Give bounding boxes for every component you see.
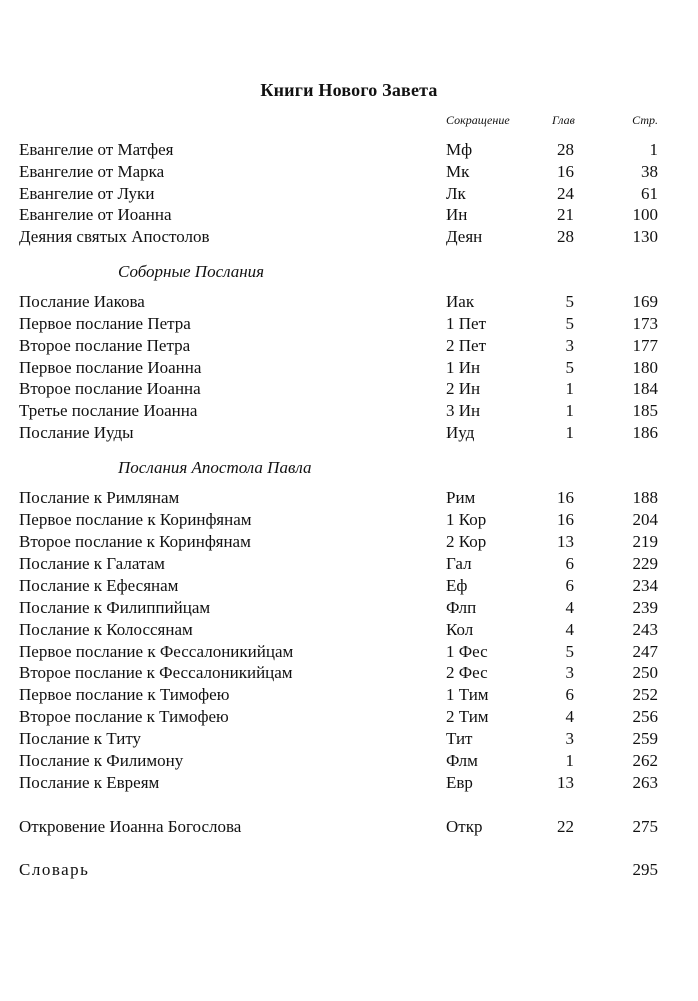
book-abbr: 1 Фес — [446, 642, 488, 661]
book-page: 184 — [632, 379, 658, 398]
book-page: 130 — [632, 227, 658, 246]
book-page: 252 — [632, 685, 658, 704]
table-row — [0, 183, 698, 205]
book-chapters: 6 — [565, 685, 574, 704]
section-heading-catholic: Соборные Послания — [118, 262, 265, 281]
book-abbr: Флп — [446, 598, 477, 617]
header-abbreviation: Сокращение — [446, 113, 510, 127]
book-name: Второе послание к Фессалоникийцам — [19, 663, 293, 682]
book-chapters: 5 — [565, 642, 574, 661]
book-chapters: 5 — [565, 314, 574, 333]
book-name: Первое послание к Коринфянам — [19, 510, 252, 529]
table-row — [0, 619, 698, 641]
book-name: Евангелие от Матфея — [19, 140, 174, 159]
book-page: 239 — [632, 598, 658, 617]
book-abbr: 2 Тим — [446, 707, 489, 726]
book-page: 38 — [641, 162, 658, 181]
book-name: Послание к Ефесянам — [19, 576, 179, 595]
book-chapters: 5 — [565, 358, 574, 377]
book-name: Первое послание к Тимофею — [19, 685, 230, 704]
book-abbr: Мк — [446, 162, 470, 181]
book-abbr: 1 Тим — [446, 685, 489, 704]
glossary-page: 295 — [632, 860, 658, 879]
book-chapters: 28 — [557, 140, 574, 159]
book-page: 275 — [632, 817, 658, 836]
book-page: 250 — [632, 663, 658, 682]
book-chapters: 3 — [565, 336, 574, 355]
book-abbr: Деян — [446, 227, 483, 246]
book-page: 263 — [632, 773, 658, 792]
book-name: Второе послание Иоанна — [19, 379, 201, 398]
book-chapters: 1 — [565, 423, 574, 442]
table-row — [0, 662, 698, 684]
book-chapters: 22 — [557, 817, 574, 836]
table-row — [0, 422, 698, 444]
table-row — [0, 313, 698, 335]
table-row — [0, 728, 698, 750]
book-abbr: Евр — [446, 773, 473, 792]
book-chapters: 3 — [565, 663, 574, 682]
book-page: 177 — [632, 336, 658, 355]
table-row — [0, 226, 698, 248]
book-name: Послание к Титу — [19, 729, 142, 748]
header-page: Стр. — [632, 113, 658, 127]
book-chapters: 4 — [565, 620, 574, 639]
book-name: Послание к Филимону — [19, 751, 184, 770]
table-row — [0, 859, 698, 881]
book-abbr: Иуд — [446, 423, 475, 442]
header-chapters: Глав — [552, 113, 575, 127]
book-name: Послание к Колоссянам — [19, 620, 193, 639]
book-chapters: 6 — [565, 576, 574, 595]
book-abbr: Ин — [446, 205, 468, 224]
page-title: Книги Нового Завета — [260, 80, 438, 100]
book-page: 229 — [632, 554, 658, 573]
book-name: Послание к Галатам — [19, 554, 165, 573]
book-page: 234 — [632, 576, 658, 595]
table-row — [0, 335, 698, 357]
book-name: Второе послание Петра — [19, 336, 191, 355]
book-abbr: 2 Кор — [446, 532, 487, 551]
table-row — [0, 357, 698, 379]
book-abbr: 2 Фес — [446, 663, 488, 682]
table-row — [0, 378, 698, 400]
book-chapters: 28 — [557, 227, 574, 246]
book-name: Деяния святых Апостолов — [19, 227, 210, 246]
book-chapters: 3 — [565, 729, 574, 748]
book-page: 180 — [632, 358, 658, 377]
book-chapters: 13 — [557, 773, 574, 792]
book-page: 204 — [632, 510, 658, 529]
book-name: Послание к Евреям — [19, 773, 160, 792]
book-chapters: 4 — [565, 707, 574, 726]
book-abbr: Флм — [446, 751, 478, 770]
table-row — [0, 575, 698, 597]
table-row — [0, 487, 698, 509]
book-name: Евангелие от Луки — [19, 184, 155, 203]
book-abbr: Мф — [446, 140, 473, 159]
book-page: 1 — [649, 140, 658, 159]
book-abbr: Тит — [446, 729, 473, 748]
book-name: Первое послание Иоанна — [19, 358, 202, 377]
book-chapters: 1 — [565, 379, 574, 398]
table-row — [0, 597, 698, 619]
glossary-name: Словарь — [19, 860, 90, 879]
table-row — [0, 553, 698, 575]
table-row — [0, 750, 698, 772]
book-name: Евангелие от Иоанна — [19, 205, 172, 224]
table-row — [0, 161, 698, 183]
book-abbr: 1 Кор — [446, 510, 487, 529]
book-chapters: 5 — [565, 292, 574, 311]
book-page: 259 — [632, 729, 658, 748]
book-abbr: 2 Пет — [446, 336, 487, 355]
book-chapters: 16 — [557, 488, 574, 507]
book-chapters: 6 — [565, 554, 574, 573]
table-row — [0, 139, 698, 161]
book-chapters: 1 — [565, 401, 574, 420]
book-name: Откровение Иоанна Богослова — [19, 817, 242, 836]
book-page: 173 — [632, 314, 658, 333]
table-row — [0, 772, 698, 794]
book-page: 186 — [632, 423, 658, 442]
book-name: Послание к Римлянам — [19, 488, 180, 507]
book-abbr: 2 Ин — [446, 379, 481, 398]
table-row — [0, 531, 698, 553]
book-name: Второе послание к Коринфянам — [19, 532, 251, 551]
book-abbr: Откр — [446, 817, 483, 836]
book-abbr: Иак — [446, 292, 475, 311]
book-abbr: 1 Ин — [446, 358, 481, 377]
book-page: 219 — [632, 532, 658, 551]
book-abbr: Еф — [446, 576, 468, 595]
book-page: 247 — [632, 642, 658, 661]
book-page: 188 — [632, 488, 658, 507]
book-name: Послание Иакова — [19, 292, 145, 311]
book-abbr: Рим — [446, 488, 476, 507]
book-abbr: 3 Ин — [446, 401, 481, 420]
book-name: Послание к Филиппийцам — [19, 598, 211, 617]
book-name: Третье послание Иоанна — [19, 401, 198, 420]
book-chapters: 13 — [557, 532, 574, 551]
book-name: Послание Иуды — [19, 423, 134, 442]
book-page: 262 — [632, 751, 658, 770]
book-page: 61 — [641, 184, 658, 203]
book-chapters: 21 — [557, 205, 574, 224]
table-row — [0, 684, 698, 706]
book-name: Евангелие от Марка — [19, 162, 165, 181]
book-page: 243 — [632, 620, 658, 639]
table-row — [0, 204, 698, 226]
book-page: 185 — [632, 401, 658, 420]
table-row — [0, 816, 698, 838]
book-chapters: 4 — [565, 598, 574, 617]
book-chapters: 16 — [557, 162, 574, 181]
book-chapters: 1 — [565, 751, 574, 770]
table-row — [0, 400, 698, 422]
book-abbr: Кол — [446, 620, 474, 639]
table-row — [0, 509, 698, 531]
table-row — [0, 291, 698, 313]
book-abbr: Лк — [446, 184, 466, 203]
book-name: Первое послание Петра — [19, 314, 191, 333]
book-page: 169 — [632, 292, 658, 311]
book-name: Второе послание к Тимофею — [19, 707, 229, 726]
book-page: 256 — [632, 707, 658, 726]
table-row — [0, 706, 698, 728]
book-abbr: Гал — [446, 554, 472, 573]
book-chapters: 24 — [557, 184, 574, 203]
table-row — [0, 641, 698, 663]
book-chapters: 16 — [557, 510, 574, 529]
book-abbr: 1 Пет — [446, 314, 487, 333]
book-name: Первое послание к Фессалоникийцам — [19, 642, 294, 661]
book-page: 100 — [632, 205, 658, 224]
section-heading-pauline: Послания Апостола Павла — [118, 458, 312, 477]
